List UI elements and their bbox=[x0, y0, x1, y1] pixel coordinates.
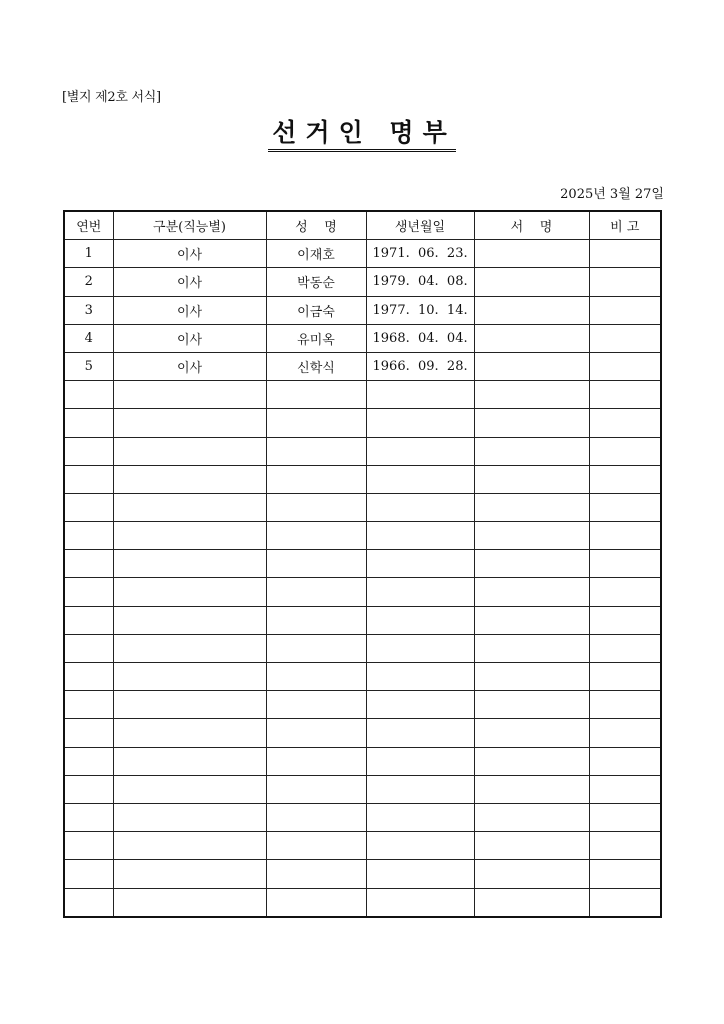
cell-no[interactable] bbox=[64, 522, 113, 550]
cell-birth[interactable] bbox=[366, 860, 474, 888]
cell-position[interactable] bbox=[113, 409, 266, 437]
cell-sign[interactable] bbox=[474, 465, 589, 493]
cell-position[interactable] bbox=[113, 465, 266, 493]
table-row-empty bbox=[64, 719, 661, 747]
cell-position[interactable] bbox=[113, 888, 266, 917]
cell-position[interactable] bbox=[113, 578, 266, 606]
cell-no[interactable] bbox=[64, 719, 113, 747]
cell-birth[interactable] bbox=[366, 888, 474, 917]
cell-position: 이사 bbox=[113, 268, 266, 296]
cell-birth[interactable] bbox=[366, 606, 474, 634]
voter-roster-table bbox=[63, 210, 662, 918]
cell-note[interactable] bbox=[589, 860, 661, 888]
header-note: 비 고 bbox=[589, 211, 661, 240]
document-date: 2025년 3월 27일 bbox=[560, 187, 664, 202]
table-row bbox=[64, 296, 661, 324]
cell-sign[interactable] bbox=[474, 324, 589, 352]
cell-birth: 1977. 10. 14. bbox=[366, 296, 474, 324]
cell-position[interactable] bbox=[113, 719, 266, 747]
cell-name[interactable] bbox=[266, 465, 366, 493]
cell-note[interactable] bbox=[589, 409, 661, 437]
cell-name[interactable] bbox=[266, 719, 366, 747]
cell-birth[interactable] bbox=[366, 578, 474, 606]
cell-note[interactable] bbox=[589, 832, 661, 860]
cell-note[interactable] bbox=[589, 324, 661, 352]
cell-position[interactable] bbox=[113, 437, 266, 465]
cell-note[interactable] bbox=[589, 634, 661, 662]
table-header-row bbox=[64, 211, 661, 240]
cell-note[interactable] bbox=[589, 775, 661, 803]
table-row-empty bbox=[64, 437, 661, 465]
table-row-empty bbox=[64, 493, 661, 521]
cell-name[interactable] bbox=[266, 747, 366, 775]
cell-birth[interactable] bbox=[366, 409, 474, 437]
cell-sign[interactable] bbox=[474, 634, 589, 662]
cell-birth[interactable] bbox=[366, 691, 474, 719]
table-row bbox=[64, 268, 661, 296]
cell-note[interactable] bbox=[589, 352, 661, 380]
cell-note[interactable] bbox=[589, 493, 661, 521]
table-row-empty bbox=[64, 775, 661, 803]
cell-position[interactable] bbox=[113, 747, 266, 775]
cell-no[interactable] bbox=[64, 381, 113, 409]
cell-sign[interactable] bbox=[474, 550, 589, 578]
cell-position[interactable] bbox=[113, 803, 266, 831]
cell-note[interactable] bbox=[589, 465, 661, 493]
cell-sign[interactable] bbox=[474, 860, 589, 888]
table-row-empty bbox=[64, 465, 661, 493]
cell-name: 이금숙 bbox=[266, 296, 366, 324]
cell-no[interactable] bbox=[64, 860, 113, 888]
cell-sign[interactable] bbox=[474, 409, 589, 437]
cell-sign[interactable] bbox=[474, 493, 589, 521]
cell-sign[interactable] bbox=[474, 663, 589, 691]
cell-position: 이사 bbox=[113, 324, 266, 352]
table-row-empty bbox=[64, 860, 661, 888]
table-row-empty bbox=[64, 747, 661, 775]
table-row-empty bbox=[64, 803, 661, 831]
table-row-empty bbox=[64, 606, 661, 634]
cell-note[interactable] bbox=[589, 550, 661, 578]
cell-no[interactable] bbox=[64, 465, 113, 493]
cell-position[interactable] bbox=[113, 550, 266, 578]
cell-sign[interactable] bbox=[474, 296, 589, 324]
cell-no: 3 bbox=[64, 296, 113, 324]
cell-birth[interactable] bbox=[366, 437, 474, 465]
cell-sign[interactable] bbox=[474, 691, 589, 719]
cell-no[interactable] bbox=[64, 747, 113, 775]
cell-note[interactable] bbox=[589, 691, 661, 719]
cell-position[interactable] bbox=[113, 860, 266, 888]
header-position: 구분(직능별) bbox=[113, 211, 266, 240]
cell-name[interactable] bbox=[266, 409, 366, 437]
cell-sign[interactable] bbox=[474, 719, 589, 747]
cell-name: 신학식 bbox=[266, 352, 366, 380]
cell-note[interactable] bbox=[589, 663, 661, 691]
cell-sign[interactable] bbox=[474, 268, 589, 296]
cell-no[interactable] bbox=[64, 663, 113, 691]
table-row-empty bbox=[64, 381, 661, 409]
table-row bbox=[64, 324, 661, 352]
cell-sign[interactable] bbox=[474, 803, 589, 831]
header-name: 성 명 bbox=[266, 211, 366, 240]
cell-name[interactable] bbox=[266, 634, 366, 662]
cell-sign[interactable] bbox=[474, 606, 589, 634]
cell-no[interactable] bbox=[64, 409, 113, 437]
table-row-empty bbox=[64, 409, 661, 437]
cell-birth[interactable] bbox=[366, 719, 474, 747]
cell-birth[interactable] bbox=[366, 832, 474, 860]
cell-position[interactable] bbox=[113, 606, 266, 634]
cell-note[interactable] bbox=[589, 606, 661, 634]
cell-name[interactable] bbox=[266, 832, 366, 860]
cell-name[interactable] bbox=[266, 550, 366, 578]
table-row-empty bbox=[64, 550, 661, 578]
table-row bbox=[64, 240, 661, 268]
cell-note[interactable] bbox=[589, 578, 661, 606]
cell-note[interactable] bbox=[589, 803, 661, 831]
cell-no: 4 bbox=[64, 324, 113, 352]
cell-birth[interactable] bbox=[366, 465, 474, 493]
cell-sign[interactable] bbox=[474, 381, 589, 409]
cell-name: 박동순 bbox=[266, 268, 366, 296]
cell-name[interactable] bbox=[266, 437, 366, 465]
cell-no[interactable] bbox=[64, 832, 113, 860]
cell-note[interactable] bbox=[589, 296, 661, 324]
cell-note[interactable] bbox=[589, 268, 661, 296]
cell-birth: 1979. 04. 08. bbox=[366, 268, 474, 296]
cell-position[interactable] bbox=[113, 663, 266, 691]
cell-no[interactable] bbox=[64, 606, 113, 634]
cell-name[interactable] bbox=[266, 803, 366, 831]
table-row-empty bbox=[64, 663, 661, 691]
cell-no: 2 bbox=[64, 268, 113, 296]
cell-name[interactable] bbox=[266, 888, 366, 917]
cell-note[interactable] bbox=[589, 719, 661, 747]
cell-position[interactable] bbox=[113, 522, 266, 550]
cell-name[interactable] bbox=[266, 663, 366, 691]
cell-note[interactable] bbox=[589, 381, 661, 409]
cell-sign[interactable] bbox=[474, 522, 589, 550]
cell-position[interactable] bbox=[113, 493, 266, 521]
cell-note[interactable] bbox=[589, 888, 661, 917]
cell-no[interactable] bbox=[64, 550, 113, 578]
cell-no[interactable] bbox=[64, 437, 113, 465]
cell-birth[interactable] bbox=[366, 550, 474, 578]
cell-position: 이사 bbox=[113, 296, 266, 324]
cell-note[interactable] bbox=[589, 437, 661, 465]
cell-name[interactable] bbox=[266, 691, 366, 719]
header-sign: 서 명 bbox=[474, 211, 589, 240]
cell-name[interactable] bbox=[266, 860, 366, 888]
cell-no[interactable] bbox=[64, 691, 113, 719]
cell-no[interactable] bbox=[64, 578, 113, 606]
cell-sign[interactable] bbox=[474, 775, 589, 803]
cell-position[interactable] bbox=[113, 775, 266, 803]
table-row bbox=[64, 352, 661, 380]
cell-name[interactable] bbox=[266, 493, 366, 521]
cell-sign[interactable] bbox=[474, 578, 589, 606]
cell-no[interactable] bbox=[64, 888, 113, 917]
cell-birth[interactable] bbox=[366, 663, 474, 691]
page-title bbox=[0, 118, 724, 152]
table-body bbox=[64, 240, 661, 917]
cell-name[interactable] bbox=[266, 775, 366, 803]
cell-position[interactable] bbox=[113, 832, 266, 860]
cell-no: 5 bbox=[64, 352, 113, 380]
cell-birth[interactable] bbox=[366, 775, 474, 803]
cell-no[interactable] bbox=[64, 803, 113, 831]
cell-birth: 1966. 09. 28. bbox=[366, 352, 474, 380]
cell-position: 이사 bbox=[113, 240, 266, 268]
table-row-empty bbox=[64, 691, 661, 719]
cell-birth[interactable] bbox=[366, 634, 474, 662]
cell-birth: 1968. 04. 04. bbox=[366, 324, 474, 352]
cell-birth[interactable] bbox=[366, 522, 474, 550]
table-row-empty bbox=[64, 578, 661, 606]
cell-no: 1 bbox=[64, 240, 113, 268]
cell-sign[interactable] bbox=[474, 240, 589, 268]
cell-birth[interactable] bbox=[366, 803, 474, 831]
form-label: [별지 제2호 서식] bbox=[62, 90, 161, 105]
table-row-empty bbox=[64, 888, 661, 917]
cell-name: 유미옥 bbox=[266, 324, 366, 352]
cell-no[interactable] bbox=[64, 493, 113, 521]
cell-birth[interactable] bbox=[366, 381, 474, 409]
cell-position[interactable] bbox=[113, 634, 266, 662]
cell-position[interactable] bbox=[113, 381, 266, 409]
cell-note[interactable] bbox=[589, 240, 661, 268]
cell-no[interactable] bbox=[64, 775, 113, 803]
cell-name[interactable] bbox=[266, 578, 366, 606]
cell-birth: 1971. 06. 23. bbox=[366, 240, 474, 268]
cell-sign[interactable] bbox=[474, 352, 589, 380]
cell-sign[interactable] bbox=[474, 747, 589, 775]
table-row-empty bbox=[64, 634, 661, 662]
cell-name[interactable] bbox=[266, 522, 366, 550]
cell-sign[interactable] bbox=[474, 888, 589, 917]
cell-note[interactable] bbox=[589, 522, 661, 550]
cell-birth[interactable] bbox=[366, 493, 474, 521]
cell-sign[interactable] bbox=[474, 437, 589, 465]
cell-name[interactable] bbox=[266, 381, 366, 409]
cell-position: 이사 bbox=[113, 352, 266, 380]
header-birth: 생년월일 bbox=[366, 211, 474, 240]
table-row-empty bbox=[64, 522, 661, 550]
page-title-text: 선거인 명부 bbox=[268, 118, 455, 152]
cell-note[interactable] bbox=[589, 747, 661, 775]
header-no: 연번 bbox=[64, 211, 113, 240]
cell-sign[interactable] bbox=[474, 832, 589, 860]
table-row-empty bbox=[64, 832, 661, 860]
cell-name: 이재호 bbox=[266, 240, 366, 268]
cell-position[interactable] bbox=[113, 691, 266, 719]
cell-birth[interactable] bbox=[366, 747, 474, 775]
cell-name[interactable] bbox=[266, 606, 366, 634]
cell-no[interactable] bbox=[64, 634, 113, 662]
